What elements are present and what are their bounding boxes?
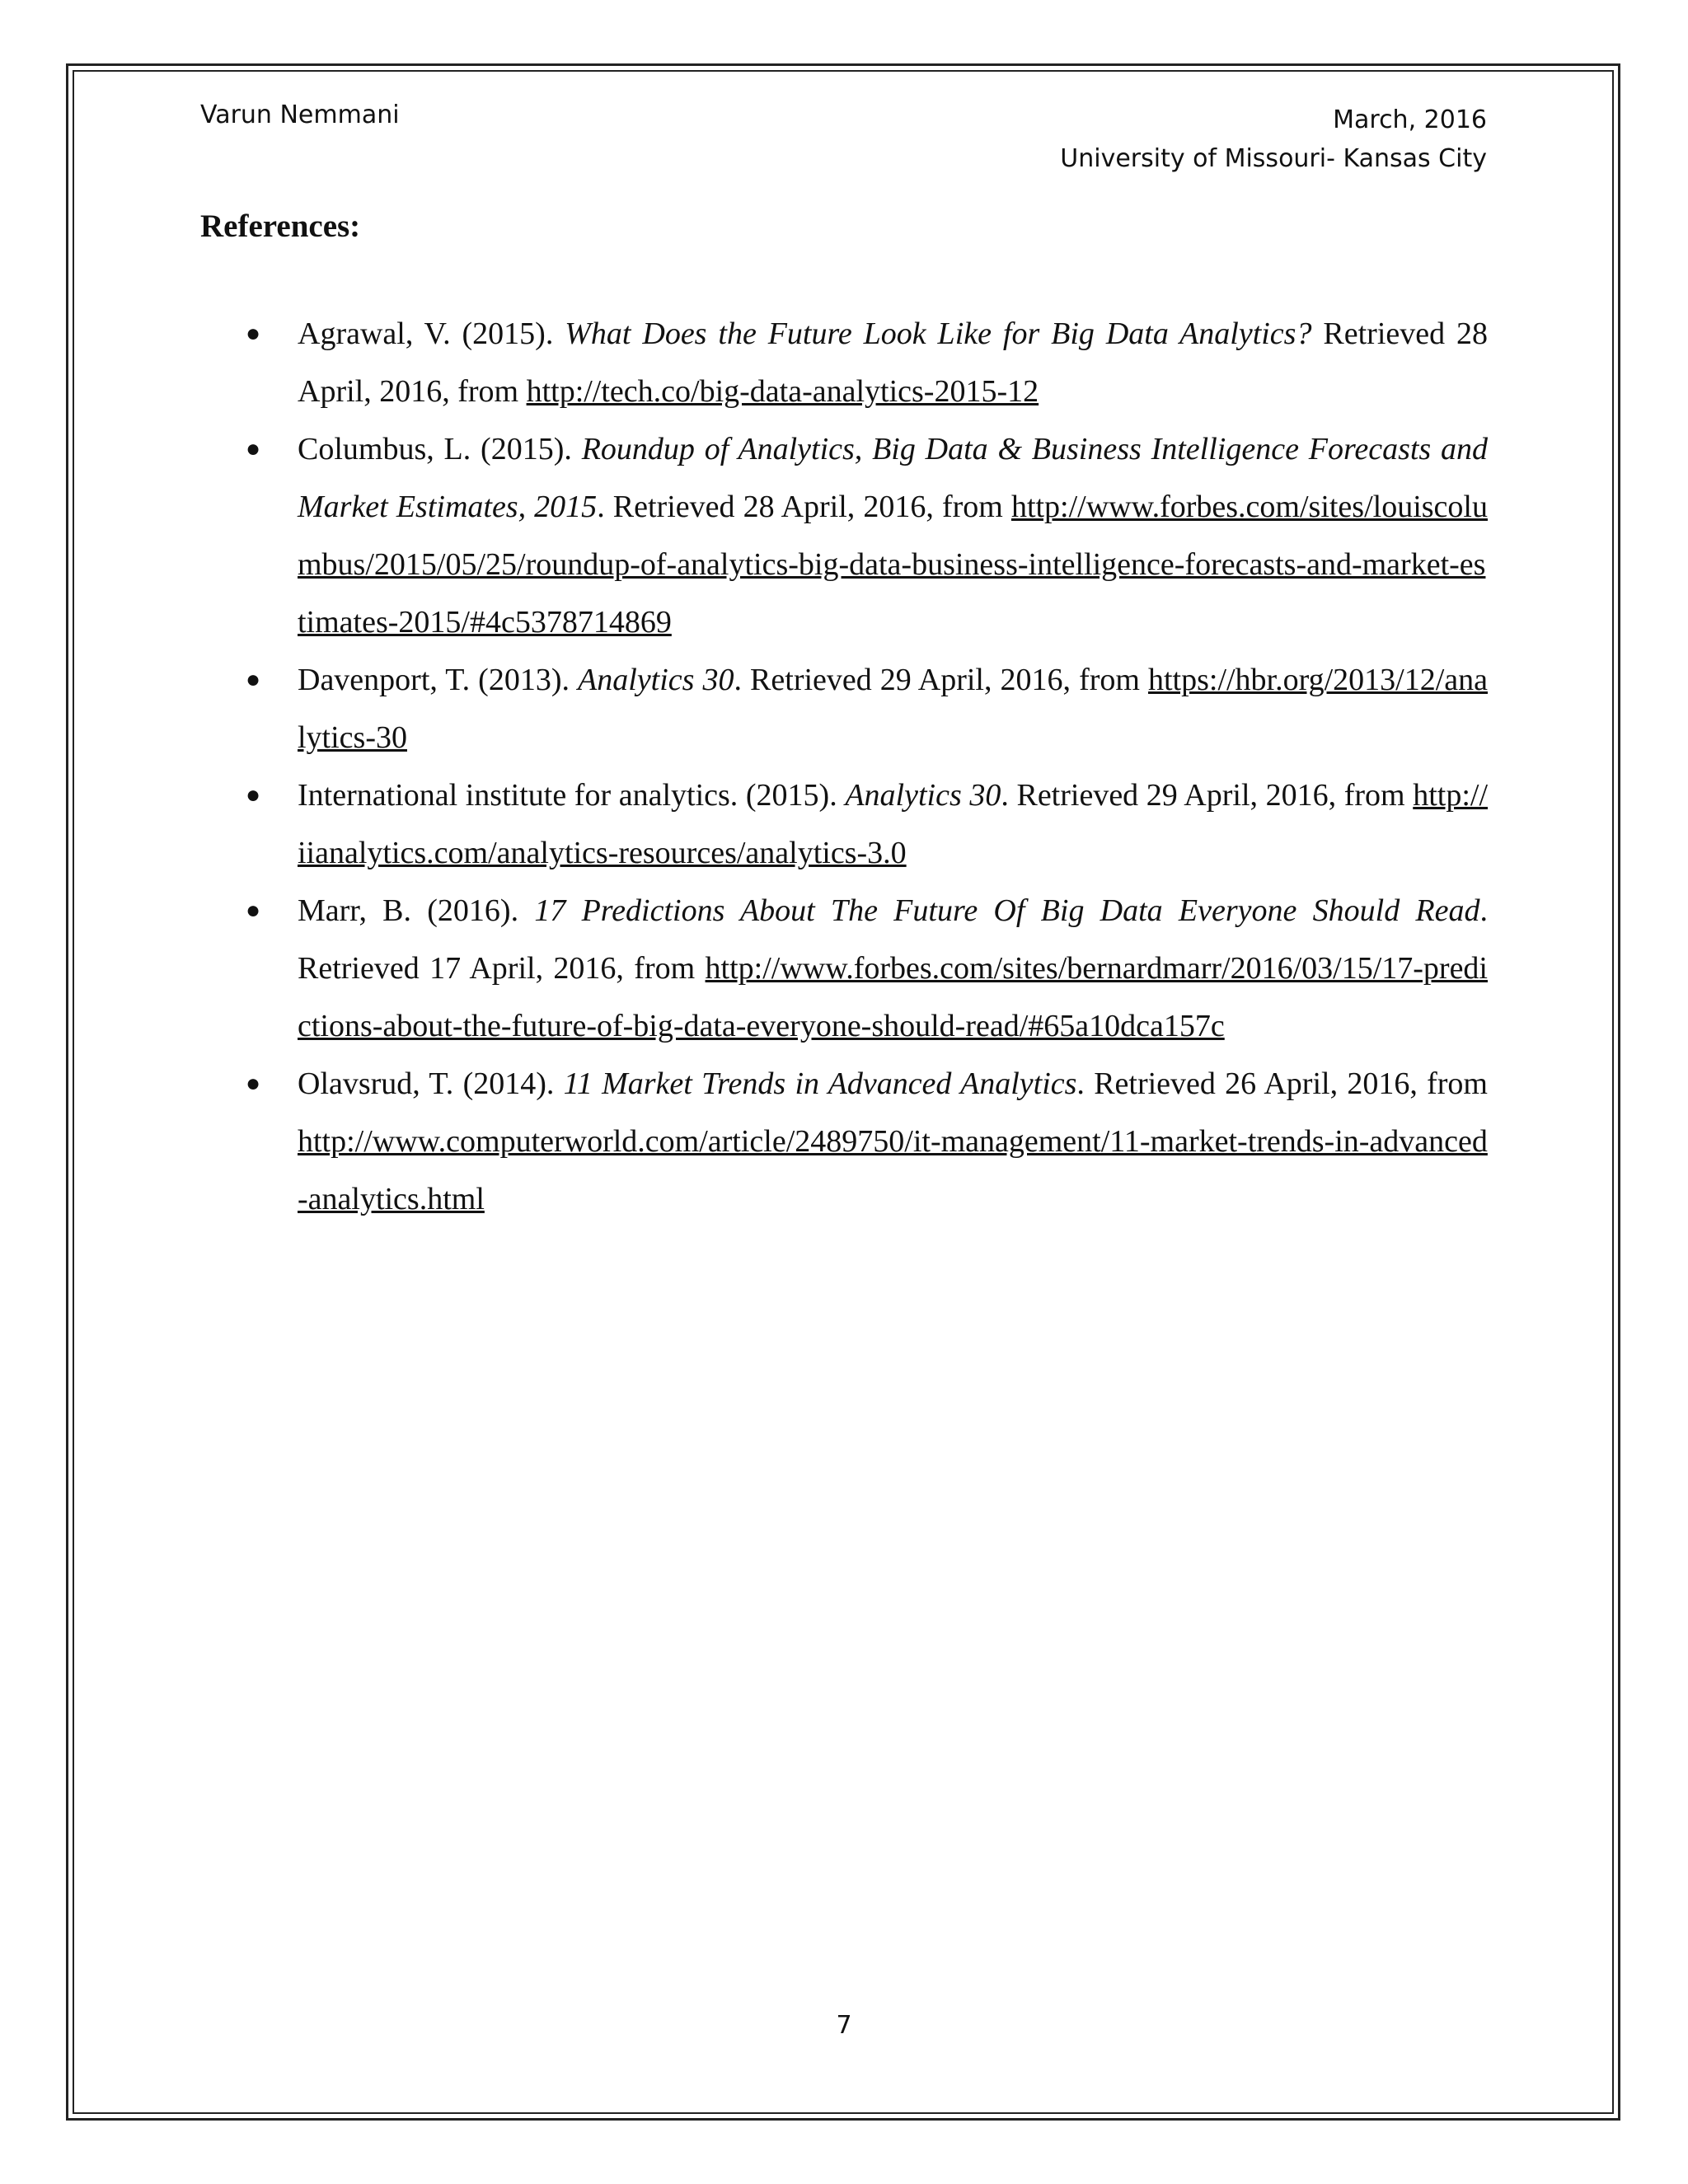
- reference-item: [246, 651, 1488, 766]
- bullet-icon: ●: [246, 1070, 261, 1097]
- reference-authors: Columbus, L. (2015).: [298, 432, 572, 466]
- bullet-icon: ●: [246, 435, 261, 462]
- reference-link[interactable]: https://hbr.org/2013/12/analytics-30: [298, 663, 1488, 755]
- reference-authors: Marr, B. (2016).: [298, 893, 519, 928]
- reference-retrieved: . Retrieved 26 April, 2016, from: [1076, 1066, 1488, 1101]
- header-right-block: [1060, 101, 1487, 178]
- reference-title: Roundup of Analytics, Big Data & Business Intelligence Forecasts and Market Estimates, 2015: [298, 432, 1489, 524]
- reference-item: [246, 882, 1489, 1055]
- reference-item: [246, 1055, 1488, 1228]
- reference-retrieved: . Retrieved 29 April, 2016, from: [1001, 778, 1405, 813]
- reference-item: [246, 305, 1489, 420]
- reference-title: What Does the Future Look Like for Big Data Analytics?: [565, 316, 1312, 351]
- reference-authors: Agrawal, V. (2015).: [298, 316, 554, 351]
- reference-retrieved: . Retrieved 29 April, 2016, from: [734, 663, 1140, 697]
- bullet-icon: ●: [246, 781, 261, 808]
- bullet-icon: ●: [246, 897, 261, 924]
- references-list: [246, 305, 1489, 1228]
- header-author: Varun Nemmani: [200, 101, 400, 129]
- reference-authors: Davenport, T. (2013).: [298, 663, 570, 697]
- reference-link[interactable]: http://tech.co/big-data-analytics-2015-12: [526, 374, 1039, 409]
- references-heading: References:: [200, 209, 361, 244]
- reference-title: 17 Predictions About The Future Of Big Data Everyone Should Read: [534, 893, 1480, 928]
- bullet-icon: ●: [246, 666, 261, 693]
- reference-authors: Olavsrud, T. (2014).: [298, 1066, 555, 1101]
- reference-retrieved: Retrieved 28 April, 2016, from: [298, 316, 1489, 409]
- reference-authors: International institute for analytics. (2015).: [298, 778, 837, 813]
- reference-title: Analytics 30: [845, 778, 1001, 813]
- reference-link[interactable]: http://www.forbes.com/sites/bernardmarr/2016/03/15/17-predictions-about-the-future-of-big-data-everyone-should-read/#65a10dca157c: [298, 951, 1488, 1043]
- reference-link[interactable]: http://www.computerworld.com/article/2489750/it-management/11-market-trends-in-advanced-analytics.html: [298, 1124, 1488, 1216]
- reference-item: [246, 420, 1489, 651]
- reference-title: Analytics 30: [578, 663, 734, 697]
- page-number: 7: [836, 2011, 852, 2040]
- reference-item: [246, 766, 1489, 882]
- reference-link[interactable]: http://iianalytics.com/analytics-resources/analytics-3.0: [298, 778, 1489, 870]
- reference-link[interactable]: http://www.forbes.com/sites/louiscolumbus/2015/05/25/roundup-of-analytics-big-data-business-intelligence-forecasts-and-market-estimates-2015/#4c5378714869: [298, 490, 1488, 640]
- reference-title: 11 Market Trends in Advanced Analytics: [563, 1066, 1077, 1101]
- header-institution: University of Missouri- Kansas City: [1060, 144, 1487, 173]
- bullet-icon: ●: [246, 320, 261, 347]
- reference-retrieved: . Retrieved 28 April, 2016, from: [597, 490, 1003, 524]
- header-date: March, 2016: [1333, 105, 1487, 134]
- reference-retrieved: . Retrieved 17 April, 2016, from: [298, 893, 1489, 986]
